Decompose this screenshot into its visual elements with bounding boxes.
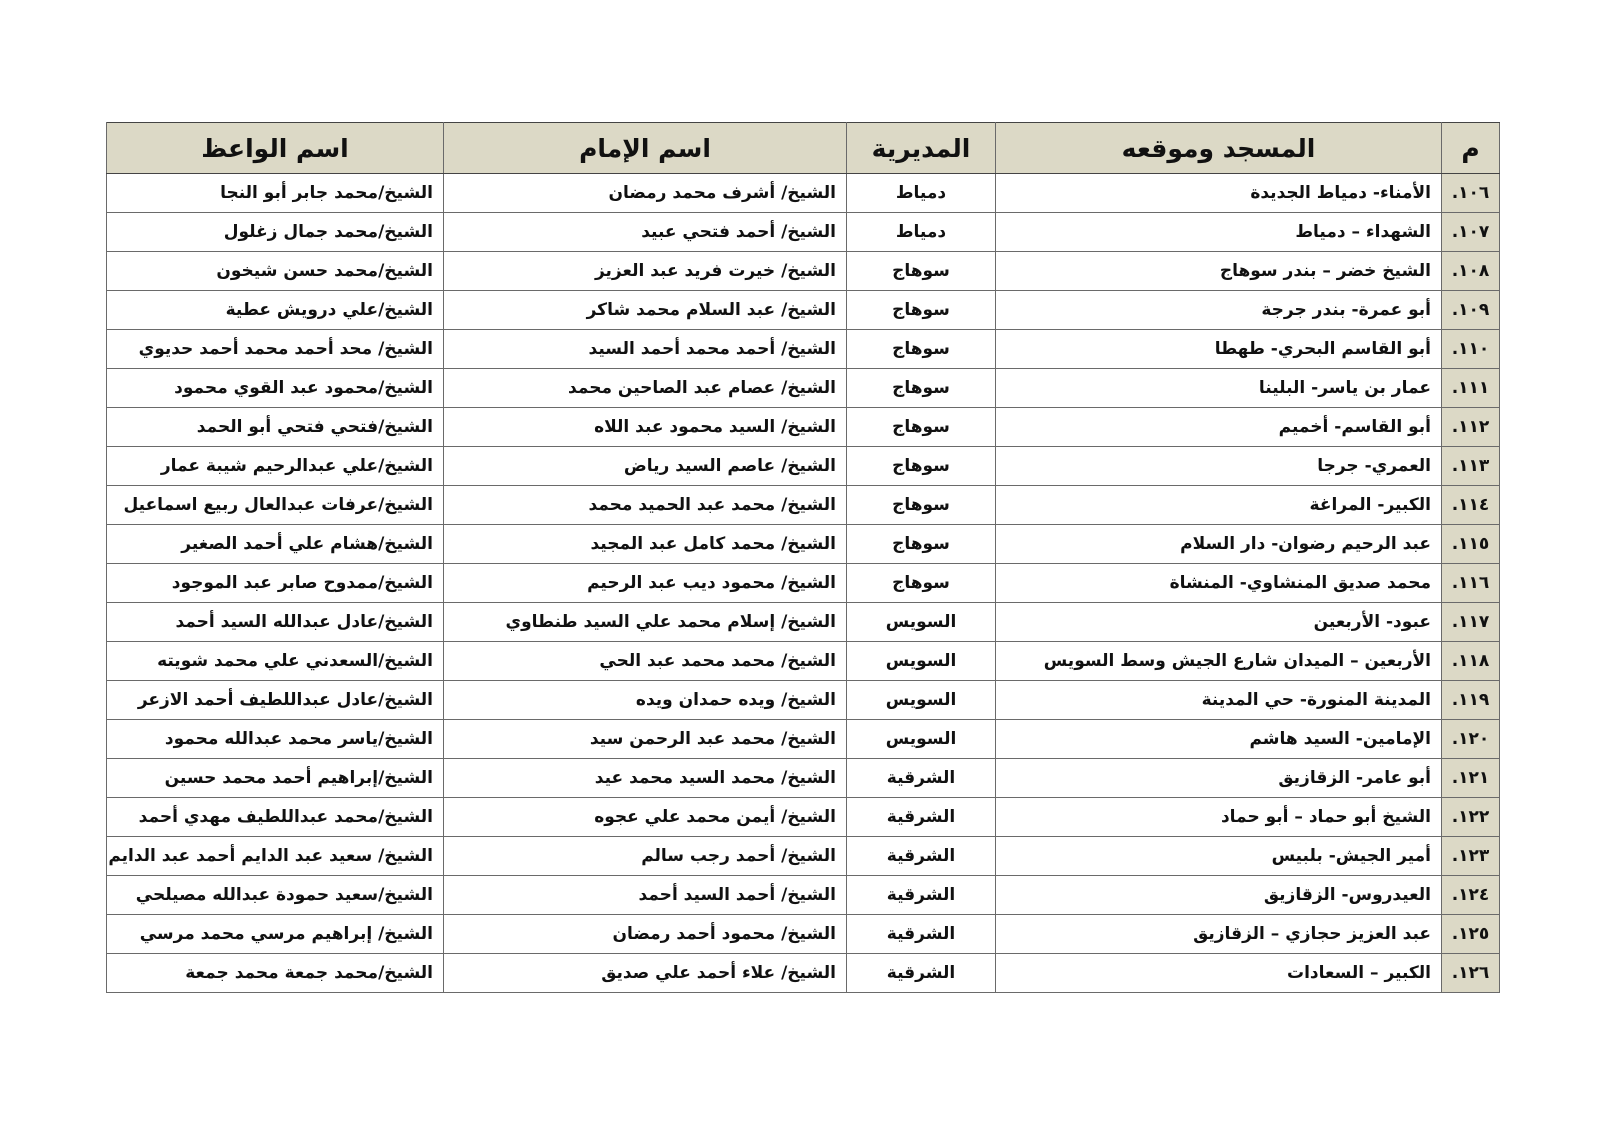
directorate-cell: الشرقية	[847, 837, 996, 876]
mosque-cell: العمري- جرجا	[996, 447, 1442, 486]
preacher-cell: الشيخ/ سعيد عبد الدايم أحمد عبد الدايم	[107, 837, 444, 876]
directorate-cell: السويس	[847, 681, 996, 720]
imam-cell: الشيخ/ محمد عبد الحميد محمد	[444, 486, 847, 525]
table-row	[107, 174, 1500, 213]
imam-cell: الشيخ/ السيد محمود عبد اللاه	[444, 408, 847, 447]
table-row	[107, 330, 1500, 369]
table-row	[107, 369, 1500, 408]
mosque-cell: الأربعين – الميدان شارع الجيش وسط السويس	[996, 642, 1442, 681]
imam-cell: الشيخ/ محمد عبد الرحمن سيد	[444, 720, 847, 759]
table-row	[107, 213, 1500, 252]
row-number: ١١٨.	[1442, 642, 1500, 681]
mosque-cell: الكبير- المراغة	[996, 486, 1442, 525]
imam-cell: الشيخ/ أحمد فتحي عبيد	[444, 213, 847, 252]
imam-cell: الشيخ/ محمد محمد عبد الحي	[444, 642, 847, 681]
preacher-cell: الشيخ/علي درويش عطية	[107, 291, 444, 330]
imam-cell: الشيخ/ ويده حمدان ويده	[444, 681, 847, 720]
table-body	[107, 174, 1500, 993]
directorate-cell: سوهاج	[847, 408, 996, 447]
row-number: ١١٩.	[1442, 681, 1500, 720]
directorate-cell: الشرقية	[847, 759, 996, 798]
mosque-cell: عبود- الأربعين	[996, 603, 1442, 642]
directorate-cell: سوهاج	[847, 291, 996, 330]
row-number: ١٠٧.	[1442, 213, 1500, 252]
preacher-cell: الشيخ/محمد عبداللطيف مهدي أحمد	[107, 798, 444, 837]
preacher-cell: الشيخ/عادل عبدالله السيد أحمد	[107, 603, 444, 642]
imam-cell: الشيخ/ محمد السيد محمد عيد	[444, 759, 847, 798]
header-preacher: اسم الواعظ	[107, 123, 444, 174]
row-number: ١١١.	[1442, 369, 1500, 408]
table-row	[107, 291, 1500, 330]
directorate-cell: سوهاج	[847, 486, 996, 525]
imam-cell: الشيخ/ خيرت فريد عبد العزيز	[444, 252, 847, 291]
preacher-cell: الشيخ/ياسر محمد عبدالله محمود	[107, 720, 444, 759]
table-row	[107, 720, 1500, 759]
imam-cell: الشيخ/ عاصم السيد رياض	[444, 447, 847, 486]
table-row	[107, 252, 1500, 291]
header-mosque: المسجد وموقعه	[996, 123, 1442, 174]
imam-cell: الشيخ/ محمود أحمد رمضان	[444, 915, 847, 954]
preacher-cell: الشيخ/علي عبدالرحيم شيبة عمار	[107, 447, 444, 486]
imam-cell: الشيخ/ عبد السلام محمد شاكر	[444, 291, 847, 330]
directorate-cell: الشرقية	[847, 798, 996, 837]
preacher-cell: الشيخ/عادل عبداللطيف أحمد الازعر	[107, 681, 444, 720]
preacher-cell: الشيخ/فتحي فتحي أبو الحمد	[107, 408, 444, 447]
mosque-cell: أبو عامر- الزقازيق	[996, 759, 1442, 798]
preacher-cell: الشيخ/محمود عبد القوي محمود	[107, 369, 444, 408]
preacher-cell: الشيخ/ممدوح صابر عبد الموجود	[107, 564, 444, 603]
imam-cell: الشيخ/ محمد كامل عبد المجيد	[444, 525, 847, 564]
table-row	[107, 876, 1500, 915]
table-row	[107, 408, 1500, 447]
preacher-cell: الشيخ/السعدني علي محمد شويته	[107, 642, 444, 681]
preacher-cell: الشيخ/هشام علي أحمد الصغير	[107, 525, 444, 564]
directorate-cell: دمياط	[847, 174, 996, 213]
row-number: ١١٢.	[1442, 408, 1500, 447]
preacher-cell: الشيخ/عرفات عبدالعال ربيع اسماعيل	[107, 486, 444, 525]
preacher-cell: الشيخ/سعيد حمودة عبدالله مصيلحي	[107, 876, 444, 915]
row-number: ١١٤.	[1442, 486, 1500, 525]
table-row	[107, 447, 1500, 486]
mosque-cell: المدينة المنورة- حي المدينة	[996, 681, 1442, 720]
imam-cell: الشيخ/ أحمد السيد أحمد	[444, 876, 847, 915]
table-header-row	[107, 123, 1500, 174]
imam-cell: الشيخ/ أحمد رجب سالم	[444, 837, 847, 876]
mosque-cell: عبد الرحيم رضوان- دار السلام	[996, 525, 1442, 564]
imam-cell: الشيخ/ عصام عبد الصاحين محمد	[444, 369, 847, 408]
row-number: ١٢٦.	[1442, 954, 1500, 993]
row-number: ١٢٤.	[1442, 876, 1500, 915]
row-number: ١١٦.	[1442, 564, 1500, 603]
mosque-cell: أمير الجيش- بلبيس	[996, 837, 1442, 876]
imam-cell: الشيخ/ أيمن محمد علي عجوه	[444, 798, 847, 837]
row-number: ١١٥.	[1442, 525, 1500, 564]
row-number: ١١٣.	[1442, 447, 1500, 486]
header-directorate: المديرية	[847, 123, 996, 174]
row-number: ١٠٩.	[1442, 291, 1500, 330]
table-row	[107, 564, 1500, 603]
directorate-cell: سوهاج	[847, 369, 996, 408]
directorate-cell: السويس	[847, 720, 996, 759]
preacher-cell: الشيخ/ محد أحمد محمد أحمد حديوي	[107, 330, 444, 369]
row-number: ١١٧.	[1442, 603, 1500, 642]
mosque-cell: العيدروس- الزقازيق	[996, 876, 1442, 915]
table-row	[107, 798, 1500, 837]
table-row	[107, 525, 1500, 564]
directorate-cell: سوهاج	[847, 564, 996, 603]
directorate-cell: سوهاج	[847, 330, 996, 369]
row-number: ١٠٦.	[1442, 174, 1500, 213]
directorate-cell: الشرقية	[847, 876, 996, 915]
mosque-cell: الأمناء- دمياط الجديدة	[996, 174, 1442, 213]
directorate-cell: سوهاج	[847, 525, 996, 564]
imam-cell: الشيخ/ إسلام محمد علي السيد طنطاوي	[444, 603, 847, 642]
mosque-cell: الشيخ خضر – بندر سوهاج	[996, 252, 1442, 291]
row-number: ١٢٣.	[1442, 837, 1500, 876]
table-row	[107, 954, 1500, 993]
mosque-cell: الشهداء – دمياط	[996, 213, 1442, 252]
mosque-cell: عبد العزيز حجازي – الزقازيق	[996, 915, 1442, 954]
mosque-cell: محمد صديق المنشاوي- المنشاة	[996, 564, 1442, 603]
imam-cell: الشيخ/ أحمد محمد أحمد السيد	[444, 330, 847, 369]
mosque-cell: الشيخ أبو حماد – أبو حماد	[996, 798, 1442, 837]
table-row	[107, 837, 1500, 876]
mosque-cell: الكبير – السعادات	[996, 954, 1442, 993]
row-number: ١١٠.	[1442, 330, 1500, 369]
mosque-cell: الإمامين- السيد هاشم	[996, 720, 1442, 759]
imam-cell: الشيخ/ أشرف محمد رمضان	[444, 174, 847, 213]
table-row	[107, 915, 1500, 954]
mosque-cell: أبو القاسم- أخميم	[996, 408, 1442, 447]
mosques-table	[106, 122, 1500, 993]
preacher-cell: الشيخ/محمد جابر أبو النجا	[107, 174, 444, 213]
preacher-cell: الشيخ/ إبراهيم مرسي محمد مرسي	[107, 915, 444, 954]
preacher-cell: الشيخ/محمد جمال زغلول	[107, 213, 444, 252]
row-number: ١٢١.	[1442, 759, 1500, 798]
table-row	[107, 603, 1500, 642]
table-row	[107, 642, 1500, 681]
row-number: ١٢٢.	[1442, 798, 1500, 837]
directorate-cell: سوهاج	[847, 447, 996, 486]
row-number: ١٢٠.	[1442, 720, 1500, 759]
imam-cell: الشيخ/ علاء أحمد علي صديق	[444, 954, 847, 993]
imam-cell: الشيخ/ محمود ديب عبد الرحيم	[444, 564, 847, 603]
mosque-cell: أبو القاسم البحري- طهطا	[996, 330, 1442, 369]
row-number: ١٢٥.	[1442, 915, 1500, 954]
directorate-cell: الشرقية	[847, 915, 996, 954]
mosque-cell: أبو عمرة- بندر جرجة	[996, 291, 1442, 330]
directorate-cell: سوهاج	[847, 252, 996, 291]
table-row	[107, 759, 1500, 798]
preacher-cell: الشيخ/محمد جمعة محمد جمعة	[107, 954, 444, 993]
directorate-cell: دمياط	[847, 213, 996, 252]
mosque-cell: عمار بن ياسر- البلينا	[996, 369, 1442, 408]
header-number: م	[1442, 123, 1500, 174]
preacher-cell: الشيخ/محمد حسن شيخون	[107, 252, 444, 291]
preacher-cell: الشيخ/إبراهيم أحمد محمد حسين	[107, 759, 444, 798]
directorate-cell: الشرقية	[847, 954, 996, 993]
directorate-cell: السويس	[847, 642, 996, 681]
directorate-cell: السويس	[847, 603, 996, 642]
table-row	[107, 486, 1500, 525]
table-row	[107, 681, 1500, 720]
header-imam: اسم الإمام	[444, 123, 847, 174]
document-page	[106, 122, 1499, 993]
row-number: ١٠٨.	[1442, 252, 1500, 291]
